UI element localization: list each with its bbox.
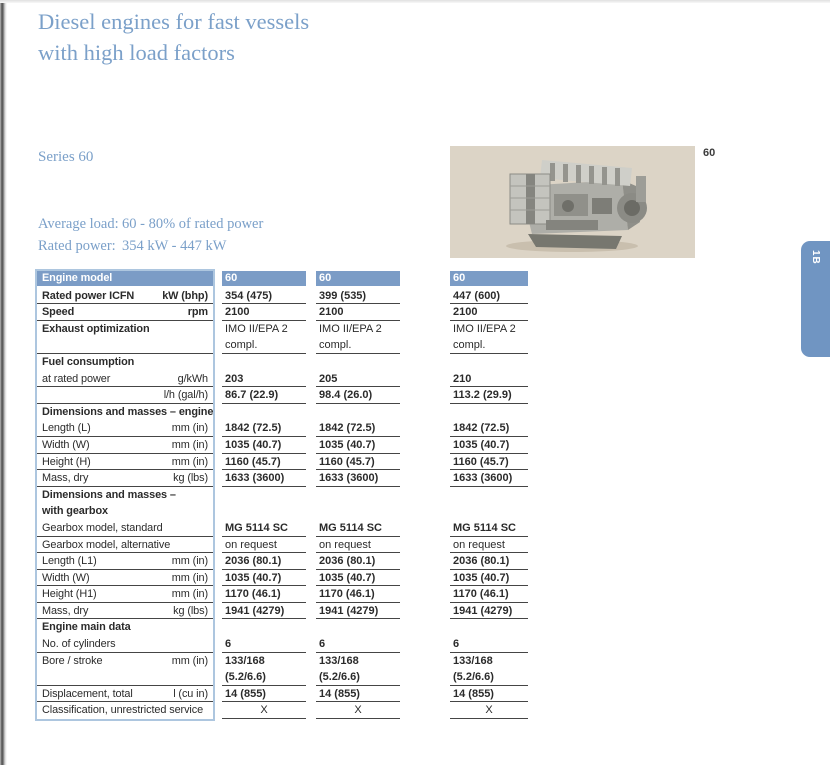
spec-value-cell <box>222 304 306 321</box>
section-tab-label: 1B <box>810 250 821 265</box>
value-text: 2100 <box>319 306 344 319</box>
value-text: 60 <box>453 272 466 284</box>
spec-value-cell <box>450 404 528 421</box>
spec-value-cell <box>222 603 306 620</box>
spec-value-cell <box>450 354 528 371</box>
spec-value-cell <box>222 619 306 636</box>
spec-values-column-1 <box>222 271 306 719</box>
spec-label-row <box>37 586 213 603</box>
row-label <box>42 553 97 570</box>
row-label <box>42 702 203 719</box>
spec-value-cell <box>450 304 528 321</box>
spec-value-cell <box>450 619 528 636</box>
row-label-text: Height (H) <box>42 455 91 468</box>
row-unit: kW (bhp) <box>162 289 208 302</box>
spec-value-cell <box>450 603 528 620</box>
value-text: 1941 (4279) <box>319 604 379 617</box>
value-text: 1160 (45.7) <box>225 455 281 468</box>
value-text: MG 5114 SC <box>319 521 382 534</box>
row-label <box>42 586 97 603</box>
row-unit: l (cu in) <box>173 687 208 700</box>
rated-power-value: 354 kW - 447 kW <box>122 237 227 254</box>
spec-value-cell <box>450 553 528 570</box>
value-text: 14 (855) <box>453 687 494 700</box>
spec-values-column-2 <box>316 271 400 719</box>
spec-value-cell <box>450 686 528 703</box>
spec-value-cell <box>222 321 306 354</box>
row-label <box>42 487 176 520</box>
row-label-text: Displacement, total <box>42 687 133 700</box>
value-text: 2036 (80.1) <box>319 555 376 568</box>
row-label-text: Length (L) <box>42 422 91 435</box>
spec-value-cell <box>450 470 528 487</box>
spec-value-cell <box>222 454 306 471</box>
spec-value-cell <box>450 653 528 686</box>
row-label <box>42 470 88 487</box>
value-text: 1170 (46.1) <box>453 588 509 601</box>
value-text: X <box>354 704 362 717</box>
spec-value-cell <box>450 437 528 454</box>
row-unit: rpm <box>187 306 208 319</box>
spec-value-cell <box>316 420 400 437</box>
spec-label-row <box>37 470 213 487</box>
rated-power-label: Rated power: <box>38 237 116 254</box>
value-text: 1035 (40.7) <box>225 571 282 584</box>
spec-value-cell <box>316 304 400 321</box>
spec-value-cell <box>316 553 400 570</box>
spec-label-row <box>37 371 213 388</box>
value-text: 2036 (80.1) <box>225 555 282 568</box>
row-label-text: at rated power <box>42 372 111 385</box>
row-label <box>42 570 90 587</box>
row-label <box>42 371 110 388</box>
value-text: X <box>485 704 493 717</box>
value-text: 2100 <box>225 306 250 319</box>
spec-value-cell <box>316 437 400 454</box>
row-label-text: Bore / stroke <box>42 654 103 667</box>
row-label <box>42 420 91 437</box>
spec-label-row <box>37 520 213 537</box>
row-label-text: Mass, dry <box>42 472 89 485</box>
value-text: 210 <box>453 372 472 385</box>
spec-label-row <box>37 553 213 570</box>
spec-value-cell <box>316 354 400 371</box>
row-label <box>42 537 170 554</box>
value-text: 6 <box>225 638 232 651</box>
value-text: 6 <box>453 638 460 651</box>
row-unit: mm (in) <box>171 455 208 468</box>
value-text: 1842 (72.5) <box>225 422 282 435</box>
average-load-value: 60 - 80% of rated power <box>122 216 264 232</box>
spec-label-row <box>37 321 213 354</box>
row-label <box>42 686 133 703</box>
spec-value-cell <box>316 520 400 537</box>
spec-label-row <box>37 271 213 288</box>
value-text: 133/168 <box>453 654 493 667</box>
row-label-text: Width (W) <box>42 438 90 451</box>
spec-label-row <box>37 288 213 305</box>
row-unit: mm (in) <box>171 438 208 451</box>
value-text: MG 5114 SC <box>225 521 288 534</box>
value-text: IMO II/EPA 2 <box>319 322 382 335</box>
row-label <box>42 304 74 321</box>
spec-value-cell <box>316 653 400 686</box>
spec-value-cell <box>222 586 306 603</box>
row-label-text: Speed <box>42 306 75 319</box>
value-text: MG 5114 SC <box>453 521 516 534</box>
spec-value-cell <box>316 487 400 520</box>
value-text: 1035 (40.7) <box>225 438 282 451</box>
spec-value-cell <box>450 636 528 653</box>
value-text: 1170 (46.1) <box>225 588 281 601</box>
row-label-text: Gearbox model, alternative <box>42 538 171 551</box>
spec-value-cell <box>316 586 400 603</box>
value-text: 1842 (72.5) <box>319 422 376 435</box>
row-label-text: Rated power ICFN <box>42 289 135 302</box>
row-label <box>42 619 131 636</box>
row-label-text: No. of cylinders <box>42 638 116 651</box>
value-text: IMO II/EPA 2 <box>453 322 516 335</box>
spec-label-row <box>37 437 213 454</box>
spec-value-cell <box>316 288 400 305</box>
value-text: 1842 (72.5) <box>453 422 510 435</box>
spec-value-cell <box>450 371 528 388</box>
spec-label-row <box>37 387 213 404</box>
spec-value-cell <box>222 371 306 388</box>
row-unit: kg (lbs) <box>173 472 208 485</box>
value-text2: (5.2/6.6) <box>319 671 360 684</box>
value-text: 113.2 (29.9) <box>453 389 512 402</box>
value-text: X <box>260 704 268 717</box>
page-title-line1: Diesel engines for fast vessels <box>38 9 310 34</box>
spec-value-cell <box>222 437 306 454</box>
row-label-text: Height (H1) <box>42 588 97 601</box>
spec-value-cell <box>222 636 306 653</box>
row-label-text: Engine model <box>42 272 113 284</box>
spec-value-cell <box>450 321 528 354</box>
value-text: 1941 (4279) <box>225 604 285 617</box>
spec-value-cell <box>222 553 306 570</box>
spec-value-cell <box>222 271 306 288</box>
row-unit: l/h (gal/h) <box>163 389 208 402</box>
value-text: 2100 <box>453 306 478 319</box>
value-text: 14 (855) <box>319 687 360 700</box>
value-text: 1941 (4279) <box>453 604 513 617</box>
value-text: on request <box>225 538 277 551</box>
row-label-text: Exhaust optimization <box>42 322 150 335</box>
series-label: Series 60 <box>38 149 94 165</box>
spec-label-row <box>37 636 213 653</box>
value-text: 354 (475) <box>225 289 273 302</box>
spec-label-row <box>37 404 213 421</box>
row-unit: mm (in) <box>171 555 208 568</box>
spec-labels-column <box>35 269 215 721</box>
spec-label-row <box>37 570 213 587</box>
spec-value-cell <box>316 603 400 620</box>
spec-value-cell <box>316 570 400 587</box>
value-text: 1160 (45.7) <box>453 455 509 468</box>
row-label-text: Mass, dry <box>42 604 89 617</box>
value-text: 1633 (3600) <box>225 472 285 485</box>
value-text: 1035 (40.7) <box>319 571 376 584</box>
row-label-text: Width (W) <box>42 571 90 584</box>
row-unit: mm (in) <box>171 422 208 435</box>
value-text: 1170 (46.1) <box>319 588 375 601</box>
spec-value-cell <box>222 354 306 371</box>
row-label <box>42 454 91 471</box>
value-text: 60 <box>225 272 238 284</box>
row-label-text2: with gearbox <box>42 505 108 518</box>
spec-value-cell <box>316 470 400 487</box>
row-unit: kg (lbs) <box>173 604 208 617</box>
row-label <box>42 520 163 537</box>
value-text: 60 <box>319 272 332 284</box>
spec-values-column-3 <box>450 271 528 719</box>
spec-label-row <box>37 537 213 554</box>
row-label-text: Dimensions and masses – <box>42 488 176 501</box>
value-text: 1633 (3600) <box>453 472 513 485</box>
row-label-text: Dimensions and masses – engine <box>42 405 213 418</box>
value-text: 98.4 (26.0) <box>319 389 373 402</box>
spec-label-row <box>37 354 213 371</box>
value-text: 1035 (40.7) <box>319 438 376 451</box>
spec-value-cell <box>316 404 400 421</box>
spec-value-cell <box>222 653 306 686</box>
value-text: 86.7 (22.9) <box>225 389 279 402</box>
row-unit: mm (in) <box>171 588 208 601</box>
value-text: 399 (535) <box>319 289 367 302</box>
value-text: IMO II/EPA 2 <box>225 322 288 335</box>
spec-value-cell <box>316 686 400 703</box>
spec-value-cell <box>450 487 528 520</box>
row-label-text: Gearbox model, standard <box>42 521 163 534</box>
spec-value-cell <box>316 321 400 354</box>
spec-label-row <box>37 304 213 321</box>
row-label-text: Classification, unrestricted service <box>42 704 204 717</box>
spec-label-row <box>37 653 213 686</box>
value-text: 205 <box>319 372 338 385</box>
row-unit: mm (in) <box>171 571 208 584</box>
row-label <box>42 437 90 454</box>
value-text2: compl. <box>453 339 486 352</box>
spec-value-cell <box>450 288 528 305</box>
value-text: on request <box>319 538 371 551</box>
row-label <box>42 321 150 338</box>
engine-photo-caption: 60 <box>703 147 716 159</box>
spec-value-cell <box>222 470 306 487</box>
row-label-text: Length (L1) <box>42 555 97 568</box>
row-label <box>42 271 112 286</box>
row-label <box>42 653 102 670</box>
spec-value-cell <box>222 487 306 520</box>
average-load-label: Average load: <box>38 216 119 232</box>
value-text2: compl. <box>319 339 352 352</box>
spec-label-row <box>37 702 213 719</box>
spec-value-cell <box>222 686 306 703</box>
spec-value-cell <box>450 702 528 719</box>
spec-value-cell <box>450 387 528 404</box>
spec-value-cell <box>222 520 306 537</box>
value-text: 133/168 <box>225 654 265 667</box>
spec-value-cell <box>222 702 306 719</box>
spec-value-cell <box>450 520 528 537</box>
value-text2: compl. <box>225 339 258 352</box>
spec-value-cell <box>222 420 306 437</box>
spec-label-row <box>37 686 213 703</box>
row-label <box>42 288 134 305</box>
spec-value-cell <box>222 387 306 404</box>
spec-label-row <box>37 487 213 520</box>
spec-label-row <box>37 603 213 620</box>
value-text2: (5.2/6.6) <box>453 671 494 684</box>
row-label <box>42 354 134 371</box>
value-text: 1035 (40.7) <box>453 438 510 451</box>
row-label-text: Fuel consumption <box>42 355 135 368</box>
value-text: 14 (855) <box>225 687 266 700</box>
value-text2: (5.2/6.6) <box>225 671 266 684</box>
value-text: on request <box>453 538 505 551</box>
row-label-text: Engine main data <box>42 621 131 634</box>
spec-value-cell <box>316 271 400 288</box>
spec-value-cell <box>222 570 306 587</box>
spec-label-row <box>37 454 213 471</box>
value-text: 133/168 <box>319 654 359 667</box>
value-text: 447 (600) <box>453 289 501 302</box>
spec-value-cell <box>450 570 528 587</box>
spec-value-cell <box>222 404 306 421</box>
row-label <box>42 404 213 421</box>
row-unit: mm (in) <box>171 654 208 667</box>
spec-value-cell <box>316 387 400 404</box>
spec-value-cell <box>316 454 400 471</box>
value-text: 1035 (40.7) <box>453 571 510 584</box>
spec-label-row <box>37 619 213 636</box>
page-title-line2: with high load factors <box>38 40 235 65</box>
spec-value-cell <box>316 636 400 653</box>
spec-value-cell <box>450 420 528 437</box>
value-text: 2036 (80.1) <box>453 555 510 568</box>
spec-label-row <box>37 420 213 437</box>
spec-value-cell <box>222 288 306 305</box>
value-text: 1160 (45.7) <box>319 455 375 468</box>
spec-value-cell <box>316 619 400 636</box>
value-text: 1633 (3600) <box>319 472 379 485</box>
spec-value-cell <box>450 537 528 554</box>
row-label <box>42 636 115 653</box>
spec-value-cell <box>450 586 528 603</box>
spec-value-cell <box>316 537 400 554</box>
value-text: 6 <box>319 638 326 651</box>
spec-value-cell <box>316 371 400 388</box>
spec-value-cell <box>450 271 528 288</box>
spec-value-cell <box>316 702 400 719</box>
row-label <box>42 603 88 620</box>
value-text: 203 <box>225 372 244 385</box>
spec-value-cell <box>222 537 306 554</box>
row-unit: g/kWh <box>177 372 208 385</box>
spec-value-cell <box>450 454 528 471</box>
